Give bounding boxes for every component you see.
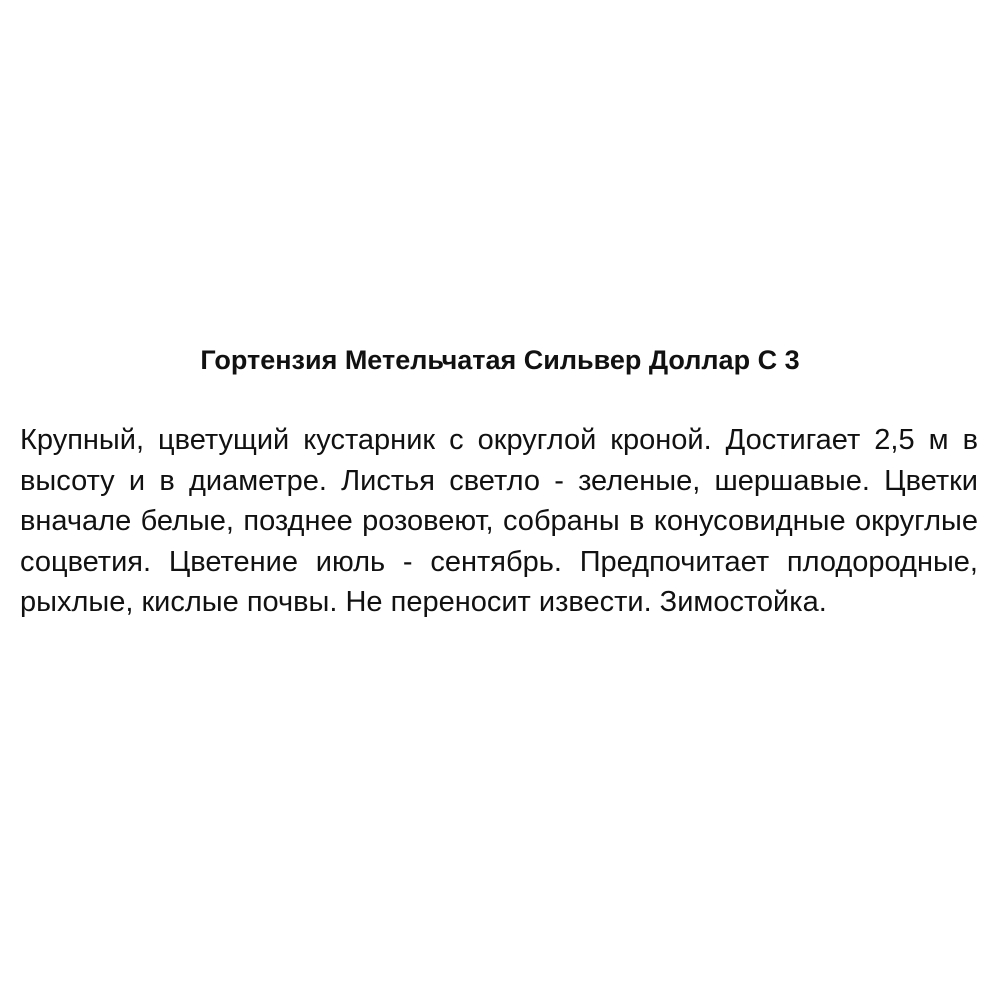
- product-title: Гортензия Метельчатая Сильвер Доллар С 3: [200, 345, 800, 375]
- product-description: Крупный, цветущий кустарник с округлой кроной. Достигает 2,5 м в высоту и в диаметре. Листья светло - зеленые, шершавые. Цветки вначале белые, позднее розовеют, собраны в конусовидные округлые соцветия. Цветение июль - сентябрь. Предпочитает плодородные, рыхлые, кислые почвы. Не переносит извести. Зимостойка.: [20, 424, 978, 618]
